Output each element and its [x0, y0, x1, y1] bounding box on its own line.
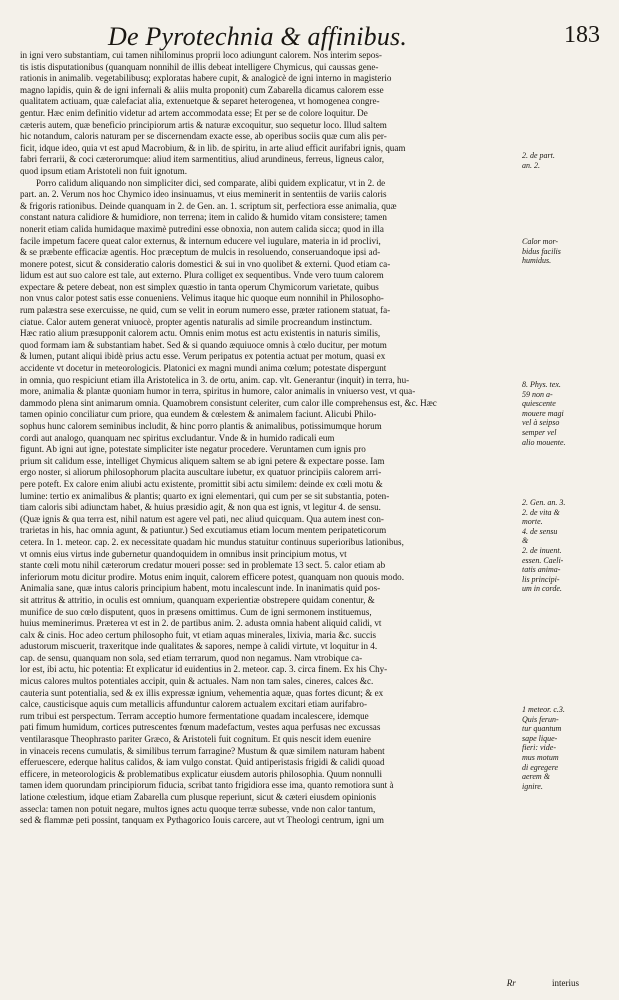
text-line: lumine: tertio ex animalibus & plantis; quarto ex igni elementari, qui cum per se sit substantia, poten-	[20, 490, 390, 501]
margin-note-line: 1 meteor. c.3.	[522, 705, 565, 714]
text-line: expectare & petere debeat, non est simplex quæstio in tanta operum Chymicorum varietate, quibus	[20, 281, 379, 292]
text-line: tamen idem quorundam principiorum fiducia, scribat tanto frigidiora esse ima, quanto remotiora sunt à	[20, 780, 394, 791]
text-line: cordi aut analogo, quanquam nec spiritus excludantur. Vnde & in humido radicali eum	[20, 432, 335, 443]
text-line: ciatue. Calor autem generat vniuocè, propter agentis naturalis ad simile procreandum instinctum.	[20, 316, 373, 327]
text-line: quod ipsum etiam Aristoteli non fuit ignotum.	[20, 165, 187, 176]
text-line: & se præbente efficaciæ agentis. Hoc præceptum de mulcis in resoluendo, conseruandoque ipsi ad-	[20, 247, 381, 258]
text-line: quod formam iam & substantiam habet. Sed & si quando æquiuoce omnis à cœlo ducitur, per motum	[20, 339, 387, 350]
text-line: sit attritus & attritio, in oculis est omnium, quanquam experientiæ obstrepere quidam conentur, &	[20, 594, 375, 605]
catchword: interius	[552, 978, 579, 988]
text-line: hic notandum, caloris naturam per se discernendam exacte esse, ab operibus sociis quæ cum alis per-	[20, 131, 387, 142]
text-line: in vinaceis recens cumulatis, & similibus terrum farragine? Mustum & quæ similem naturam habent	[20, 745, 385, 756]
text-line: calx & cinis. Hoc adeo certum philosopho fuit, vt etiam aquas minerales, lixivia, maria &c. succis	[20, 629, 377, 640]
margin-note-line: Quis ferun-	[522, 714, 559, 724]
margin-note-line: ignire.	[522, 781, 543, 791]
text-line: fabri ferrarii, & coci cæterorumque: aliud item sarmentitius, aliud arundineus, ferreus, ligneus calor,	[20, 154, 385, 165]
text-line: sed & flammæ peti possint, tanquam ex Pythagorico Iouis carcere, aut vt Theologi centrum, igni um	[20, 815, 385, 826]
margin-note-line: di egregere	[522, 762, 559, 772]
margin-note-line: quiescente	[522, 399, 556, 409]
text-line: figunt. Ab igni aut igne, potestate simpliciter iste negatur procedere. Veruntamen cum ignis pro	[20, 444, 366, 455]
margin-note	[522, 237, 614, 266]
text-line: dammodo plena sint animarum omnia. Quamobrem consistunt celeriter, cum calor ille comprehensus est, &c. Hæc	[20, 397, 437, 408]
text-line: assecla: tamen non potuit negare, multos ignes actu quoque terræ subesse, vnde non calor tantum,	[20, 803, 376, 814]
margin-note-line: 2. de part.	[522, 151, 555, 160]
margin-note	[522, 151, 614, 170]
margin-note	[522, 380, 614, 447]
margin-note-line: 2. Gen. an. 3.	[522, 498, 566, 507]
text-line: tamen opinio conciliatur cum priore, qua eundem & cœlestem & animalem faciunt. Alicubi Philo-	[20, 409, 377, 420]
text-line: calce, causticisque aquis cum metallicis affunduntur calorem actualem excitari etiam aurifabro-	[20, 699, 368, 710]
margin-note	[522, 705, 614, 791]
text-line: micus calores multos potentiales accipit, quin & actuales. Nam non tam sales, cineres, calces &c.	[20, 676, 374, 687]
margin-note-line: 4. de sensu	[522, 526, 558, 536]
text-line: gentur. Hæc enim definitio videtur ad artem accommodata esse; Et per se de colore loquitur. De	[20, 107, 368, 118]
text-line: rum palæstra sese exercuisse, ne quid, cum se velit in eorum numero esse, præter rationem statuat, fa-	[20, 305, 391, 316]
margin-note-line: tur quantum	[522, 724, 562, 734]
text-line: cap. de sensu, quanquam non sola, sed etiam terrarum, quod non negamus. Nam vtrobique ca-	[20, 652, 363, 663]
text-line: part. an. 2. Verum nos hoc Chymico ideo insinuamus, vt eius meminerit in sententiis de variis caloris	[20, 189, 387, 200]
text-line: & frigoris rationibus. Deinde quanquam in 2. de Gen. an. 1. scriptum sit, perfectiora esse animalia, quæ	[20, 200, 397, 211]
running-title: De Pyrotechnia & affinibus.	[108, 22, 408, 51]
text-line: huius meminerimus. Præterea vt est in 2. de partibus anim. 2. adusta omnia habent aliquid calidi, vt	[20, 618, 382, 629]
text-line: monere potest, sicut & consideratio caloris domestici & sui in vno quolibet & externi. Quod etiam ca-	[20, 258, 391, 269]
page-footer	[507, 978, 579, 988]
text-line: munifice de suo cœlo disputent, quos in præsens omittimus. Cum de igni sermonem instituemus,	[20, 606, 372, 617]
text-line: rum tribui est perspectum. Terram acceptio humore fermentatione quadam incalescere, idemque	[20, 710, 369, 721]
text-line: constant natura calidiore & humidiore, non terrena; item in calido & humido vitam consistere; tamen	[20, 212, 387, 223]
text-line: stante cœli motu nihil cæterorum credatur moueri posse: sed in problemate 13 sect. 5. calor etiam ab	[20, 560, 386, 571]
margin-note-line: um in corde.	[522, 584, 562, 594]
margin-note-line: vel à seipso	[522, 418, 560, 428]
margin-note-line: alio mouente.	[522, 437, 566, 447]
text-line: & lumen, putant aliqui ibidè prius actu esse. Verum peripatus ex potentia actuat per motum, quasi ex	[20, 351, 386, 362]
margin-note-line: 2. de vita &	[522, 507, 560, 517]
text-line: (Quæ ignis & qua terra est, nihil natum est agere vel pati, nec aliud quicquam. Qua autem inest con-	[20, 513, 384, 524]
text-line: rationis in animalib. vegetabilibusq; exploratas habere cupit, & analogicè de igni interno in magisterio	[20, 73, 392, 84]
text-line: in igni vero substantiam, cui tamen nihilominus proprii loco adiungunt calorem. Nos interim sepos-	[20, 50, 382, 60]
text-line: adustorum miscuerit, traxeritque inde qualitates & sapores, nempe à calidi virtute, vt loquitur in 4.	[20, 641, 378, 652]
text-line: lidum est aut suo calore est tale, aut externo. Plura colliget ex sequentibus. Vnde vero tuum calorem	[20, 270, 384, 281]
margin-note-line: humidus.	[522, 256, 552, 266]
text-line: facile impetum facere queat calor externus, & internum educere vel iugulare, materia in id proclivi,	[20, 235, 381, 246]
margin-note-line: Calor mor-	[522, 237, 559, 246]
margin-note-line: morte.	[522, 517, 543, 527]
margin-note-line: 59 non a-	[522, 389, 553, 399]
text-line: prium sit calidum esse, intelliget Chymicus aliquem saltem se ab igni petere & expectare posse. Iam	[20, 455, 385, 466]
text-line: ficit, idque ideo, quia vt est apud Macrobium, & in lib. de spiritu, in arte aliud efficit aurifabri ignis, quam	[20, 142, 406, 153]
text-line: qualitatem actiuam, quæ calefaciat alia, extenuetque & separet heterogenea, vt homogenea congre-	[20, 96, 380, 107]
main-text-column	[20, 50, 514, 827]
text-line: cauteria sunt potentialia, sed & ex illis expressæ ignium, vehementia aquæ, quas fortes dicunt; & ex	[20, 687, 384, 698]
margin-note	[522, 498, 614, 594]
text-line: Porro calidum aliquando non simpliciter dici, sed comparate, alibi quidem explicatur, vt in 2. de	[36, 177, 386, 188]
margin-note-line: 2. de inuent.	[522, 545, 562, 555]
text-line: non vnus calor potest satis esse conueniens. Velimus itaque hic quoque eum nonnihil in Philosopho-	[20, 293, 384, 304]
margin-note-line: aerem &	[522, 772, 550, 782]
text-line: cetera. In 1. meteor. cap. 2. ex necessitate quadam hic mundus statuitur continuus superioribus lationibus,	[20, 536, 404, 547]
text-line: ventilarasque Theophrasto pariter Græco, & Aristoteli fuit cognitum. Et quis nescit idem euenire	[20, 734, 371, 745]
text-line: trarietas in his, hac omnia agunt, & patiuntur.) Sed excutiamus etiam locum mentem peripateticorum	[20, 525, 387, 536]
margin-note-line: mouere magi	[522, 408, 564, 418]
text-line: lor est, ibi actu, hic potentia: Et explicatur id euidentius in 2. meteor. cap. 3. circa finem. Ex his Chy-	[20, 664, 388, 675]
margin-note-line: bidus facilis	[522, 246, 561, 256]
text-line: Animalia sane, quæ intus caloris principium habent, motu incalescunt inde. In inanimatis quid pos-	[20, 583, 381, 594]
text-line: tis istis disputationibus (quanquam nonnihil de illis debeat intelligere Chymicus, qui caussas gene-	[20, 61, 379, 72]
text-line: Hæc ratio alium præsupponit calorem actu. Omnis enim motus est actu existentis in naturis similis,	[20, 328, 381, 339]
text-line: magno lapidis, quin & de igni infernali & aliis multa proponit) cum Zabarella dicamus calorem esse	[20, 84, 384, 95]
text-line: in omnia, quo respiciunt etiam illa Aristotelica in 3. de ortu, anim. cap. vlt. Generantur (inquit) in terra, hu-	[20, 374, 410, 385]
text-line: inferiorum motu dicitur prodire. Motus enim inquit, calorem efficere potest, quanquam non quouis modo.	[20, 571, 404, 582]
margin-note-line: semper vel	[522, 427, 557, 437]
margin-note-line: tatis anima-	[522, 565, 561, 575]
text-line: efficere, in meteorologicis & problematibus explicatur eiusdem autoris philosophia. Quum nonnulli	[20, 768, 382, 779]
margin-note-line: mus motum	[522, 752, 559, 762]
margin-note-line: essen. Caeli-	[522, 555, 564, 565]
signature-mark: Rr	[506, 978, 516, 988]
text-line: sophus hunc calorem seminibus includit, & hinc porro plantis & animalibus, potissimumque horum	[20, 421, 382, 431]
margin-note-line: &	[522, 536, 529, 546]
text-line: more, animalia & plantæ quoniam humor in terra, spiritus in humore, calor animalis in vniuerso vest, vt qua-	[20, 386, 416, 397]
text-line: pere poteft. Ex calore enim aliubi actu existente, promittit sibi actu similem: deinde ex cœli motu &	[20, 478, 383, 489]
text-line: ergo noster, si aliorum philosophorum placita auscultare iubetur, ex quatuor principiis calorem arri-	[20, 467, 382, 478]
text-line: cæteris autem, quæ beneficio principiorum artis & naturæ excoquitur, suo sequetur loco. Illud saltem	[20, 119, 387, 130]
text-line: pati fimum humidum, cortices putrescentes fœnum madefactum, vestes aqua perfusas nec excussas	[20, 722, 381, 733]
margin-note-line: 8. Phys. tex.	[522, 380, 561, 389]
text-line: efferuescere, ederque halitus calidos, & iam vulgo constat. Quid antiperistasis frigidi & calidi quoad	[20, 757, 385, 768]
text-line: tiam caloris sibi adiunctam habet, & huius præsidio agit, & non qua est ignis, vt legitur 4. de sensu.	[20, 502, 381, 513]
margin-note-line: sape lique-	[522, 733, 558, 743]
page-number: 183	[564, 22, 600, 48]
margin-note-line: fieri: vide-	[522, 743, 556, 753]
margin-note-line: lis principi-	[522, 574, 560, 584]
text-line: vt omnis eius virtus inde gubernetur quandoquidem in omnibus insit principium motus, vt	[20, 548, 347, 559]
text-line: accidente vt docetur in meteorologicis. Platonici ex magni mundi anima cœlum; potestate dispergunt	[20, 363, 387, 374]
text-line: nonerit etiam calida humidaque maximè putredini esse obnoxia, non autem calida sicca; quod in illa	[20, 223, 384, 234]
margin-note-line: an. 2.	[522, 160, 540, 170]
text-line: latione cœlestium, idque etiam Zabarella cum plusque reperiunt, sicut & cæteri eiusdem opinionis	[20, 792, 377, 802]
